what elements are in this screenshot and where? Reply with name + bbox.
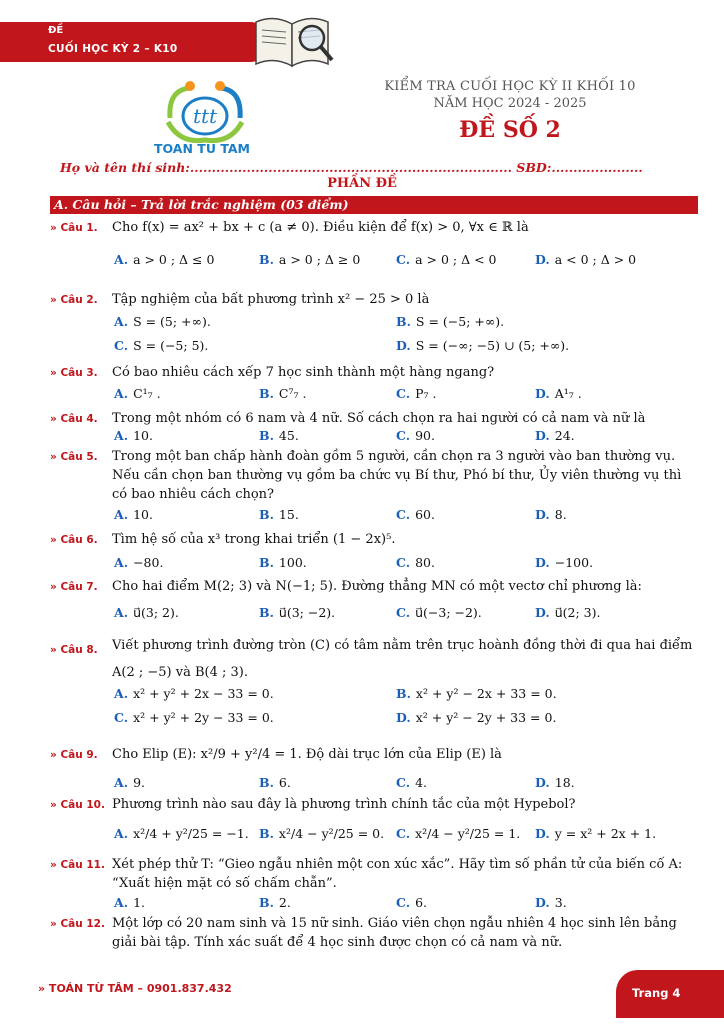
question-3 <box>50 363 700 382</box>
svg-text:ttt: ttt <box>192 104 218 128</box>
option-b: B. x²/4 − y²/25 = 0. <box>259 826 385 841</box>
option-d: D. y = x² + 2x + 1. <box>535 826 657 841</box>
question-4 <box>50 409 700 428</box>
option-d: D. a < 0 ; Δ > 0 <box>535 252 637 267</box>
question-text: Có bao nhiêu cách xếp 7 học sinh thành một hàng ngang? <box>112 365 495 380</box>
question-7 <box>50 577 700 596</box>
option-c: C. 90. <box>396 428 435 443</box>
option-d: D. S = (−∞; −5) ∪ (5; +∞). <box>396 338 570 353</box>
option-a: A. a > 0 ; Δ ≤ 0 <box>114 252 215 267</box>
name-line: Họ và tên thí sinh:.......................................................................... SBD:..................... <box>60 160 643 175</box>
section-bar: A. Câu hỏi – Trả lời trắc nghiệm (03 điểm) <box>50 196 698 214</box>
question-text: Xét phép thử T: “Gieo ngẫu nhiên một con xúc xắc”. Hãy tìm số phần tử của biến cố A: “Xuất hiện mặt có số chấm chẵn”. <box>112 857 683 891</box>
option-b: B. a > 0 ; Δ ≥ 0 <box>259 252 361 267</box>
question-text: Một lớp có 20 nam sinh và 15 nữ sinh. Giáo viên chọn ngẫu nhiên 4 học sinh lên bảng giải bài tập. Tính xác suất để 4 học sinh được chọn có cả nam và nữ. <box>112 916 677 950</box>
option-b: B. 15. <box>259 507 299 522</box>
option-a: A. 1. <box>114 895 145 910</box>
question-text: Phương trình nào sau đây là phương trình chính tắc của một Hypebol? <box>112 797 576 812</box>
question-text: Tập nghiệm của bất phương trình x² − 25 > 0 là <box>112 292 430 307</box>
option-a: A. x² + y² + 2x − 33 = 0. <box>114 686 274 701</box>
question-number: » Câu 9. <box>50 749 98 761</box>
option-b: B. u⃗(3; −2). <box>259 605 336 620</box>
option-d: D. x² + y² − 2y + 33 = 0. <box>396 710 557 725</box>
option-a: A. 9. <box>114 775 145 790</box>
option-c: C. 6. <box>396 895 428 910</box>
option-d: D. 18. <box>535 775 575 790</box>
option-a: A. S = (5; +∞). <box>114 314 211 329</box>
question-5 <box>50 447 700 504</box>
question-text: Tìm hệ số của x³ trong khai triển (1 − 2x)⁵. <box>112 532 396 547</box>
footer-brand: » TOÁN TỪ TÂM – 0901.837.432 <box>38 982 232 995</box>
option-a: A. −80. <box>114 555 164 570</box>
option-d: D. −100. <box>535 555 594 570</box>
option-d: D. A¹₇ . <box>535 386 582 401</box>
option-c: C. P₇ . <box>396 386 437 401</box>
question-1 <box>50 218 700 237</box>
option-c: C. S = (−5; 5). <box>114 338 209 353</box>
option-b: B. 100. <box>259 555 307 570</box>
question-8 <box>50 632 700 686</box>
option-c: C. 4. <box>396 775 428 790</box>
option-d: D. u⃗(2; 3). <box>535 605 601 620</box>
question-6 <box>50 530 700 549</box>
option-a: A. 10. <box>114 507 153 522</box>
exam-title1: KIỂM TRA CUỐI HỌC KỲ II KHỐI 10 <box>384 79 636 94</box>
question-number: » Câu 10. <box>50 799 105 811</box>
question-text: Cho f(x) = ax² + bx + c (a ≠ 0). Điều kiện để f(x) > 0, ∀x ∈ ℝ là <box>112 220 529 235</box>
option-c: C. x² + y² + 2y − 33 = 0. <box>114 710 274 725</box>
book-magnifier-icon <box>250 8 336 74</box>
option-d: D. 8. <box>535 507 567 522</box>
question-number: » Câu 4. <box>50 413 98 425</box>
band-line1: ĐỀ <box>48 25 64 36</box>
question-number: » Câu 11. <box>50 859 105 871</box>
option-a: A. C¹₇ . <box>114 386 161 401</box>
band-line2: CUỐI HỌC KỲ 2 – K10 <box>48 43 178 55</box>
question-number: » Câu 8. <box>50 644 98 656</box>
question-9 <box>50 745 700 764</box>
option-c: C. 80. <box>396 555 435 570</box>
exam-title2: NĂM HỌC 2024 - 2025 <box>433 96 587 111</box>
question-10 <box>50 795 700 814</box>
header-band <box>0 22 270 62</box>
question-number: » Câu 6. <box>50 534 98 546</box>
part-title: PHẦN ĐỀ <box>327 176 397 191</box>
option-a: A. u⃗(3; 2). <box>114 605 179 620</box>
option-b: B. 2. <box>259 895 291 910</box>
question-number: » Câu 12. <box>50 918 105 930</box>
question-number: » Câu 7. <box>50 581 98 593</box>
question-11 <box>50 855 700 893</box>
question-text: Trong một nhóm có 6 nam và 4 nữ. Số cách chọn ra hai người có cả nam và nữ là <box>112 411 646 426</box>
exam-title-block <box>360 79 660 143</box>
question-number: » Câu 1. <box>50 222 98 234</box>
option-b: B. 45. <box>259 428 299 443</box>
question-text: Viết phương trình đường tròn (C) có tâm nằm trên trục hoành đồng thời đi qua hai điểm A(2 ; −5) và B(4 ; 3). <box>112 638 693 680</box>
question-text: Trong một ban chấp hành đoàn gồm 5 người, cần chọn ra 3 người vào ban thường vụ. Nếu cần chọn ban thường vụ gồm ba chức vụ Bí thư, Phó bí thư, Ủy viên thường vụ thì có bao nhiêu cách chọn? <box>112 449 682 502</box>
option-d: D. 3. <box>535 895 567 910</box>
option-c: C. 60. <box>396 507 435 522</box>
option-b: B. 6. <box>259 775 291 790</box>
question-12 <box>50 914 700 952</box>
option-c: C. x²/4 − y²/25 = 1. <box>396 826 521 841</box>
option-c: C. u⃗(−3; −2). <box>396 605 482 620</box>
option-c: C. a > 0 ; Δ < 0 <box>396 252 497 267</box>
question-number: » Câu 3. <box>50 367 98 379</box>
option-a: A. x²/4 + y²/25 = −1. <box>114 826 249 841</box>
question-number: » Câu 2. <box>50 294 98 306</box>
question-text: Cho hai điểm M(2; 3) và N(−1; 5). Đường thẳng MN có một vectơ chỉ phương là: <box>112 579 642 594</box>
option-a: A. 10. <box>114 428 153 443</box>
exam-code: ĐỀ SỐ 2 <box>459 117 561 143</box>
option-b: B. S = (−5; +∞). <box>396 314 505 329</box>
option-b: B. C⁷₇ . <box>259 386 307 401</box>
logo-text: TOAN TU TAM <box>153 141 250 156</box>
page-number: Trang 4 <box>616 970 724 1018</box>
option-d: D. 24. <box>535 428 575 443</box>
question-number: » Câu 5. <box>50 451 98 463</box>
question-2 <box>50 290 700 309</box>
option-b: B. x² + y² − 2x + 33 = 0. <box>396 686 557 701</box>
question-text: Cho Elip (E): x²/9 + y²/4 = 1. Độ dài trục lớn của Elip (E) là <box>112 747 502 762</box>
